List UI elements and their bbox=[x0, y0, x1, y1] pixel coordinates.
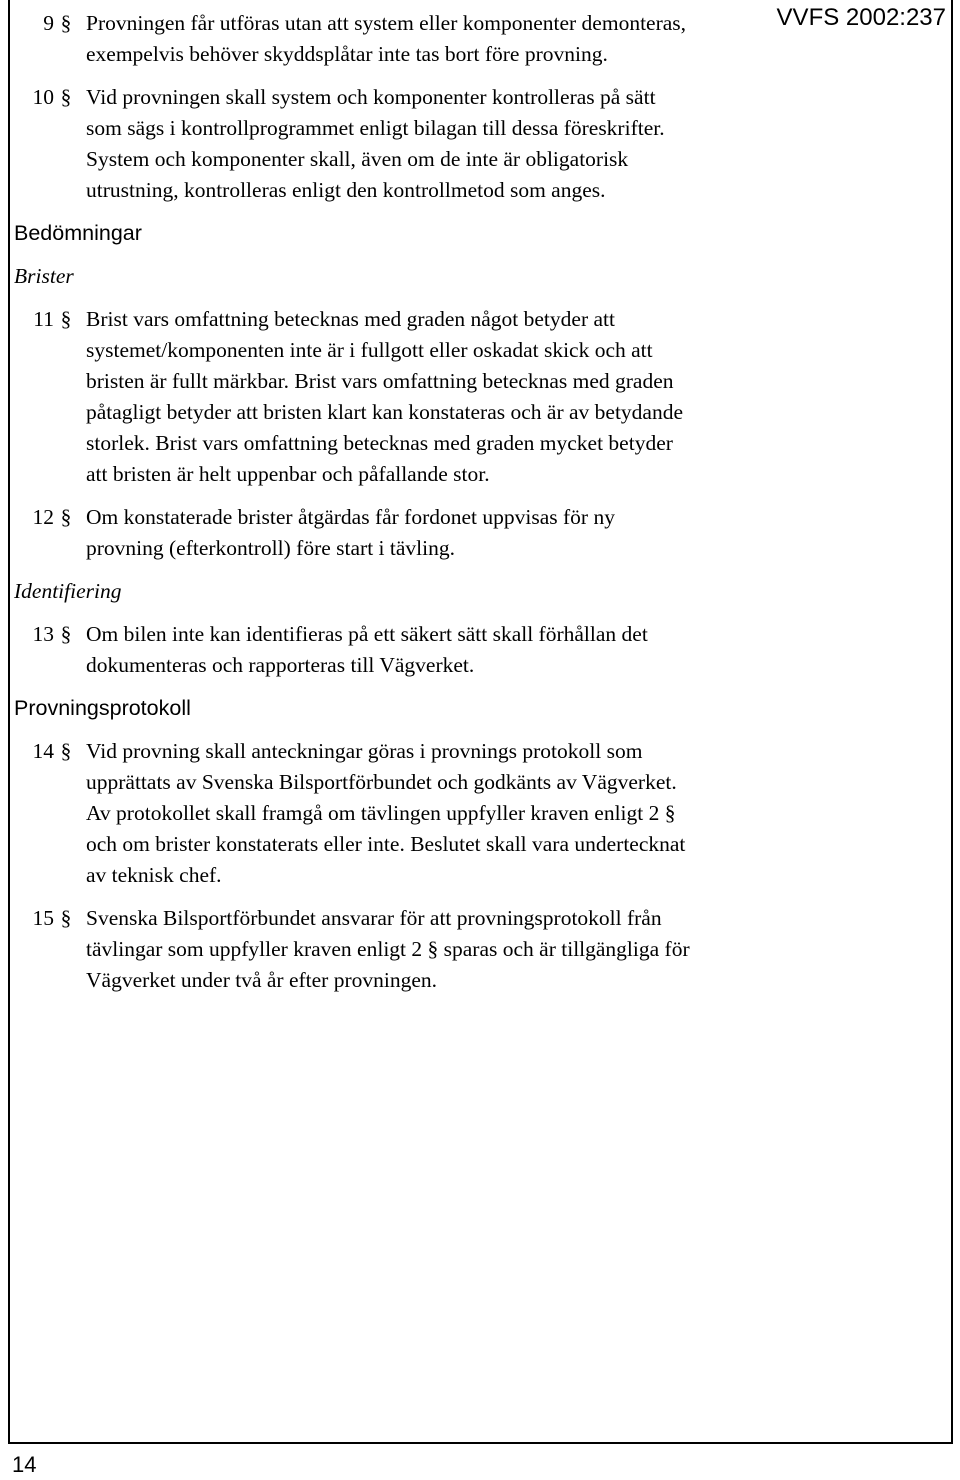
paragraph-12 bbox=[14, 502, 694, 564]
section-sign-icon: § bbox=[60, 906, 72, 930]
paragraph-9 bbox=[14, 8, 694, 70]
paragraph-13 bbox=[14, 619, 694, 681]
paragraph-text: Brist vars omfattning betecknas med graden något betyder att systemet/komponenten inte är i fullgott eller oskadat skick och att bristen är fullt märkbar. Brist vars omfattning betecknas med graden påtagligt betyder att bristen klart kan konstateras och är av betydande storlek. Brist vars omfattning betecknas med graden mycket betyder att bristen är helt uppenbar och påfallande stor. bbox=[86, 307, 684, 486]
paragraph-15 bbox=[14, 903, 694, 996]
document-body bbox=[14, 8, 694, 1008]
paragraph-text: Provningen får utföras utan att system eller komponenter demonteras, exempelvis behöver skyddsplåtar inte tas bort före provning. bbox=[86, 11, 687, 66]
paragraph-14 bbox=[14, 736, 694, 891]
document-code: VVFS 2002:237 bbox=[776, 4, 946, 31]
section-sign-icon: § bbox=[60, 11, 72, 35]
paragraph-number: 15 bbox=[32, 906, 54, 930]
paragraph-number: 12 bbox=[32, 505, 54, 529]
subheading-identifiering: Identifiering bbox=[14, 579, 122, 603]
section-sign-icon: § bbox=[60, 85, 72, 109]
page-number: 14 bbox=[12, 1452, 37, 1477]
paragraph-11 bbox=[14, 304, 694, 490]
subheading-brister: Brister bbox=[14, 264, 74, 288]
paragraph-text: Vid provning skall anteckningar göras i provnings protokoll som upprättats av Svenska Bilsportförbundet och godkänts av Vägverket. Av protokollet skall framgå om tävlingen uppfyller kraven enligt 2 § och om brister konstaterats eller inte. Beslutet skall vara undertecknat av teknisk chef. bbox=[86, 739, 686, 887]
paragraph-text: Svenska Bilsportförbundet ansvarar för att provningsprotokoll från tävlingar som uppfyller kraven enligt 2 § sparas och är tillgängliga för Vägverket under två år efter provningen. bbox=[86, 906, 690, 992]
paragraph-number: 14 bbox=[32, 739, 54, 763]
heading-provningsprotokoll: Provningsprotokoll bbox=[14, 696, 191, 720]
paragraph-text: Vid provningen skall system och komponenter kontrolleras på sätt som sägs i kontrollprogrammet enligt bilagan till dessa föreskrifter. System och komponenter skall, även om de inte är obligatorisk utrustning, kontrolleras enligt den kontrollmetod som anges. bbox=[86, 85, 665, 202]
paragraph-number: 10 bbox=[32, 85, 54, 109]
section-sign-icon: § bbox=[60, 622, 72, 646]
heading-bedomningar: Bedömningar bbox=[14, 221, 142, 245]
paragraph-number: 13 bbox=[32, 622, 54, 646]
paragraph-10 bbox=[14, 82, 694, 206]
section-sign-icon: § bbox=[60, 505, 72, 529]
paragraph-number: 9 bbox=[43, 11, 54, 35]
section-sign-icon: § bbox=[60, 307, 72, 331]
section-sign-icon: § bbox=[60, 739, 72, 763]
paragraph-number: 11 bbox=[33, 307, 54, 331]
paragraph-text: Om bilen inte kan identifieras på ett säkert sätt skall förhållan det dokumenteras och rapporteras till Vägverket. bbox=[86, 622, 648, 677]
paragraph-text: Om konstaterade brister åtgärdas får fordonet uppvisas för ny provning (efterkontroll) före start i tävling. bbox=[86, 505, 615, 560]
